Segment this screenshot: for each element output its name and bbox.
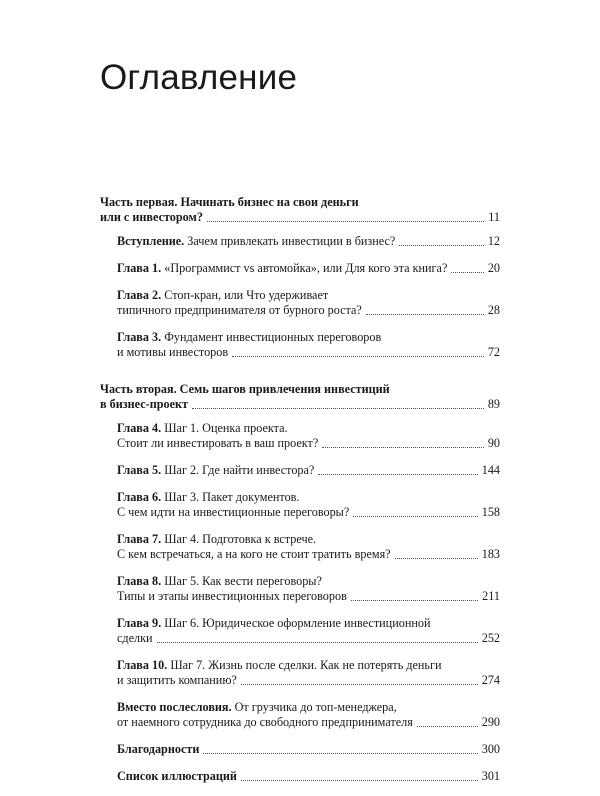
leader-dots: [232, 355, 484, 357]
toc-entry-chapter-2[interactable]: Глава 2. Стоп-кран, или Что удерживает типичного предпринимателя от бурного роста? 28: [117, 288, 500, 317]
leader-dots: [366, 313, 484, 315]
leader-dots: [351, 599, 478, 601]
page-number: 301: [481, 769, 500, 783]
part-title-line-2: или с инвестором? 11: [100, 210, 500, 224]
page-number: 12: [487, 234, 500, 248]
leader-dots: [417, 725, 478, 727]
leader-dots: [399, 244, 484, 246]
part-title-line-1: Часть вторая. Семь шагов привлечения инвестиций: [100, 382, 390, 396]
leader-dots: [241, 683, 478, 685]
page-number: 20: [487, 261, 500, 275]
leader-dots: [207, 220, 484, 222]
toc-entry-acknowledgements[interactable]: Благодарности 300: [117, 742, 500, 756]
page-title: Оглавление: [100, 58, 298, 97]
toc-part-2[interactable]: [100, 382, 500, 412]
toc-entry-chapter-1[interactable]: Глава 1. «Программист vs автомойка», или Для кого эта книга? 20: [117, 261, 500, 275]
toc-entry-afterword[interactable]: Вместо послесловия. От грузчика до топ-менеджера, от наемного сотрудника до свободного предпринимателя 290: [117, 700, 500, 729]
toc-entry-chapter-3[interactable]: Глава 3. Фундамент инвестиционных переговоров и мотивы инвесторов 72: [117, 330, 500, 359]
page-number: 72: [487, 345, 500, 359]
part-title-line-2: в бизнес-проект 89: [100, 397, 500, 411]
toc-entry-illustrations[interactable]: Список иллюстраций 301: [117, 769, 500, 783]
toc-entry-chapter-5[interactable]: Глава 5. Шаг 2. Где найти инвестора? 144: [117, 463, 500, 477]
toc-part-1[interactable]: [100, 195, 500, 225]
page-number: 274: [481, 673, 500, 687]
leader-dots: [157, 641, 478, 643]
page-number: 90: [487, 436, 500, 450]
page-number: 290: [481, 715, 500, 729]
table-of-contents: [100, 195, 500, 796]
page-number: 211: [482, 589, 500, 603]
toc-entry-intro[interactable]: Вступление. Зачем привлекать инвестиции в бизнес? 12: [117, 234, 500, 248]
page-number: 300: [481, 742, 500, 756]
leader-dots: [322, 446, 484, 448]
toc-entry-chapter-6[interactable]: Глава 6. Шаг 3. Пакет документов. С чем идти на инвестиционные переговоры? 158: [117, 490, 500, 519]
toc-entry-chapter-10[interactable]: Глава 10. Шаг 7. Жизнь после сделки. Как не потерять деньги и защитить компанию? 274: [117, 658, 500, 687]
toc-entry-chapter-8[interactable]: Глава 8. Шаг 5. Как вести переговоры? Типы и этапы инвестиционных переговоров 211: [117, 574, 500, 603]
page-number: 11: [488, 210, 500, 224]
page-number: 144: [481, 463, 500, 477]
leader-dots: [395, 557, 478, 559]
leader-dots: [451, 271, 483, 273]
page-number: 183: [481, 547, 500, 561]
leader-dots: [318, 473, 477, 475]
leader-dots: [203, 752, 477, 754]
toc-entry-chapter-7[interactable]: Глава 7. Шаг 4. Подготовка к встрече. С кем встречаться, а на кого не стоит тратить время? 183: [117, 532, 500, 561]
leader-dots: [241, 779, 478, 781]
page-number: 158: [481, 505, 500, 519]
leader-dots: [192, 407, 484, 409]
page-number: 28: [487, 303, 500, 317]
toc-entry-chapter-4[interactable]: Глава 4. Шаг 1. Оценка проекта. Стоит ли инвестировать в ваш проект? 90: [117, 421, 500, 450]
page-number: 252: [481, 631, 500, 645]
toc-entry-chapter-9[interactable]: Глава 9. Шаг 6. Юридическое оформление инвестиционной сделки 252: [117, 616, 500, 645]
leader-dots: [353, 515, 477, 517]
part-title-line-1: Часть первая. Начинать бизнес на свои деньги: [100, 195, 359, 209]
page-number: 89: [487, 397, 500, 411]
